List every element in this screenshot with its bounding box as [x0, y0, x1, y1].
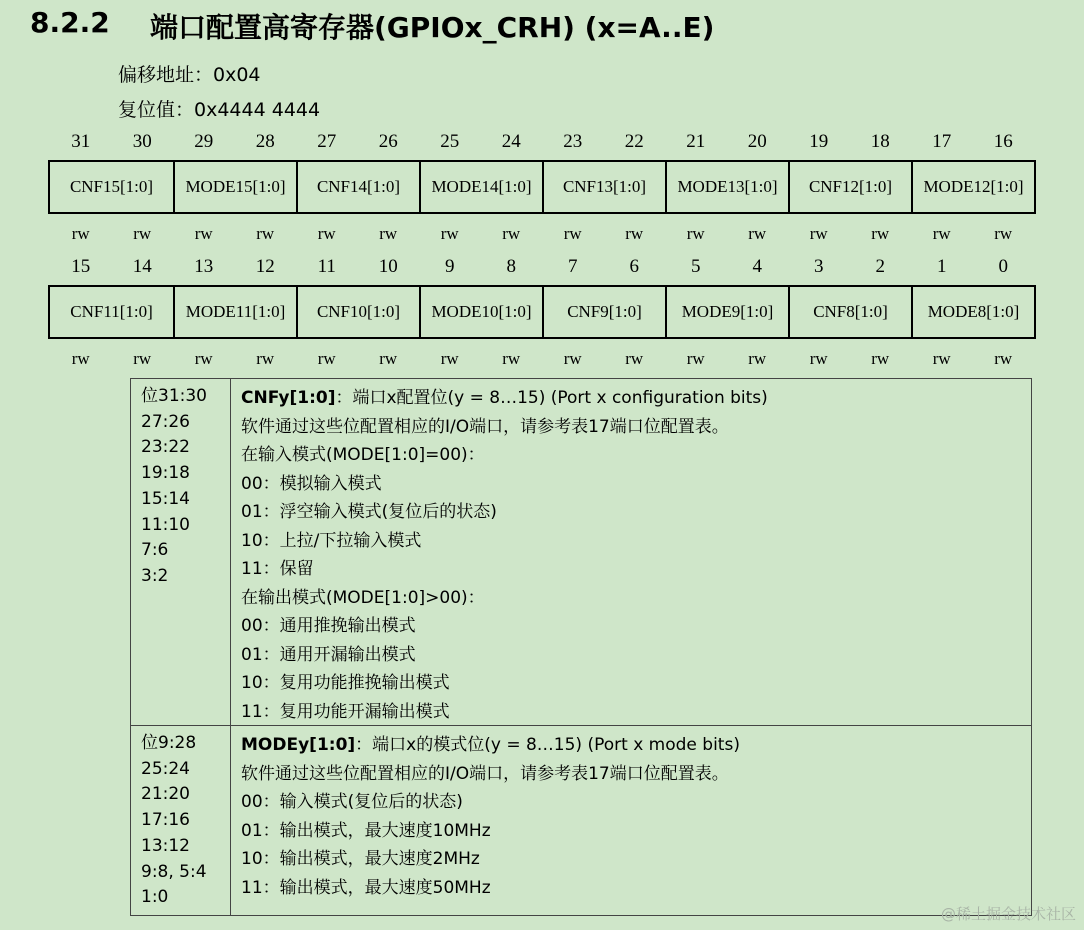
- bit-number: 30: [132, 131, 152, 152]
- access-type: rw: [71, 349, 90, 368]
- bit-number: 21: [686, 131, 706, 152]
- access-type: rw: [994, 349, 1013, 368]
- access-type: rw: [748, 224, 767, 243]
- field-cell: MODE12[1:0]: [911, 162, 1034, 212]
- description-line: 11：输出模式，最大速度50MHz: [241, 877, 491, 898]
- bit-number: 31: [71, 131, 91, 152]
- access-type: rw: [809, 349, 828, 368]
- bit-number: 29: [194, 131, 214, 152]
- bit-range: 15:14: [141, 488, 190, 509]
- bit-numbers-high: [50, 131, 1034, 155]
- field-title: ：端口x配置位(y = 8…15) (Port x configuration bits): [335, 388, 768, 408]
- access-type: rw: [133, 224, 152, 243]
- access-type: rw: [686, 349, 705, 368]
- description-line: 软件通过这些位配置相应的I/O端口，请参考表17端口位配置表。: [241, 416, 729, 437]
- bit-description-table: [130, 378, 1032, 916]
- bit-range: 11:10: [141, 514, 190, 535]
- description-line: 10：复用功能推挽输出模式: [241, 673, 450, 693]
- description-line: 在输入模式(MODE[1:0]=00)：: [241, 445, 485, 465]
- access-type: rw: [440, 224, 459, 243]
- bit-number: 8: [506, 256, 516, 277]
- access-type: rw: [871, 224, 890, 243]
- field-cell: CNF8[1:0]: [788, 287, 911, 337]
- bit-number: 2: [875, 256, 885, 277]
- field-cell: MODE15[1:0]: [173, 162, 296, 212]
- bit-number: 10: [378, 256, 398, 277]
- cnf-description-row: [131, 379, 1031, 725]
- bit-number: 12: [255, 256, 275, 277]
- description-line: 01：输出模式，最大速度10MHz: [241, 820, 491, 841]
- bit-number: 9: [445, 256, 455, 277]
- field-cell: MODE11[1:0]: [173, 287, 296, 337]
- access-type: rw: [563, 224, 582, 243]
- access-type: rw: [748, 349, 767, 368]
- access-type: rw: [256, 349, 275, 368]
- field-cell: CNF13[1:0]: [542, 162, 665, 212]
- bit-range: 1:0: [141, 887, 169, 908]
- section-title: 端口配置高寄存器(GPIOx_CRH) (x=A..E): [150, 11, 715, 44]
- bit-number: 19: [809, 131, 829, 152]
- access-row-high: [50, 224, 1034, 248]
- field-name: CNFy[1:0]: [241, 388, 336, 408]
- bit-number: 13: [194, 256, 214, 277]
- bit-number: 11: [317, 256, 336, 277]
- description-line: 00：输入模式(复位后的状态): [241, 792, 463, 812]
- bit-number: 4: [752, 256, 762, 277]
- access-type: rw: [994, 224, 1013, 243]
- field-heading: [241, 731, 1023, 760]
- bit-number: 3: [814, 256, 824, 277]
- bit-number: 25: [440, 131, 460, 152]
- description-line: 11：复用功能开漏输出模式: [241, 701, 450, 722]
- field-cell: CNF12[1:0]: [788, 162, 911, 212]
- cnf-description-text: [241, 384, 1023, 726]
- field-cell: CNF14[1:0]: [296, 162, 419, 212]
- bit-range: 3:2: [141, 565, 169, 586]
- bit-numbers-low: [50, 256, 1034, 280]
- bit-number: 24: [501, 131, 521, 152]
- bit-range: 9:8, 5:4: [141, 861, 207, 882]
- section-number: 8.2.2: [30, 6, 110, 39]
- access-type: rw: [625, 349, 644, 368]
- bit-range: 位9:28: [141, 733, 197, 753]
- bit-range: 23:22: [141, 437, 190, 458]
- access-type: rw: [502, 349, 521, 368]
- register-fields-high: [48, 160, 1036, 214]
- access-type: rw: [256, 224, 275, 243]
- description-line: 软件通过这些位配置相应的I/O端口，请参考表17端口位配置表。: [241, 763, 729, 784]
- bit-number: 23: [563, 131, 583, 152]
- field-cell: CNF15[1:0]: [69, 177, 154, 196]
- field-title: ：端口x的模式位(y = 8…15) (Port x mode bits): [355, 735, 740, 755]
- bit-number: 18: [870, 131, 890, 152]
- access-type: rw: [563, 349, 582, 368]
- bit-number: 14: [132, 256, 152, 277]
- bit-range: 27:26: [141, 411, 190, 432]
- access-type: rw: [194, 224, 213, 243]
- access-type: rw: [809, 224, 828, 243]
- description-line: 00：模拟输入模式: [241, 473, 382, 494]
- mode-description-row: [131, 725, 1031, 916]
- description-line: 01：通用开漏输出模式: [241, 644, 416, 665]
- access-type: rw: [133, 349, 152, 368]
- bit-number: 26: [378, 131, 398, 152]
- access-type: rw: [379, 224, 398, 243]
- bit-number: 17: [932, 131, 952, 152]
- access-row-low: [50, 349, 1034, 373]
- cnf-bit-positions: [131, 379, 231, 725]
- bit-range: 17:16: [141, 810, 190, 831]
- field-cell: MODE9[1:0]: [665, 287, 788, 337]
- access-type: rw: [625, 224, 644, 243]
- bit-number: 0: [998, 256, 1008, 277]
- watermark: @稀土掘金技术社区: [940, 905, 1076, 923]
- field-cell: MODE8[1:0]: [911, 287, 1034, 337]
- bit-number: 28: [255, 131, 275, 152]
- access-type: rw: [502, 224, 521, 243]
- field-name: MODEy[1:0]: [241, 735, 356, 755]
- mode-description-text: [241, 731, 1023, 902]
- access-type: rw: [686, 224, 705, 243]
- bit-range: 位31:30: [141, 386, 207, 406]
- access-type: rw: [71, 224, 90, 243]
- bit-range: 19:18: [141, 463, 190, 484]
- bit-number: 22: [624, 131, 644, 152]
- access-type: rw: [317, 349, 336, 368]
- field-cell: MODE10[1:0]: [419, 287, 542, 337]
- bit-range: 7:6: [141, 540, 169, 561]
- description-line: 01：浮空输入模式(复位后的状态): [241, 502, 497, 522]
- bit-number: 16: [993, 131, 1013, 152]
- field-cell: CNF10[1:0]: [296, 287, 419, 337]
- access-type: rw: [194, 349, 213, 368]
- field-cell: MODE14[1:0]: [419, 162, 542, 212]
- offset-address: 偏移地址：0x04: [118, 64, 261, 86]
- field-cell: CNF11[1:0]: [70, 302, 153, 321]
- field-cell: CNF9[1:0]: [542, 287, 665, 337]
- reset-value: 复位值：0x4444 4444: [118, 99, 321, 121]
- bit-number: 15: [71, 256, 91, 277]
- description-line: 在输出模式(MODE[1:0]>00)：: [241, 587, 485, 608]
- bit-number: 6: [629, 256, 639, 277]
- description-line: 10：输出模式，最大速度2MHz: [241, 849, 480, 869]
- bit-number: 1: [937, 256, 947, 277]
- access-type: rw: [932, 349, 951, 368]
- bit-number: 27: [317, 131, 337, 152]
- description-line: 10：上拉/下拉输入模式: [241, 530, 422, 551]
- mode-bit-positions: [131, 726, 231, 916]
- access-type: rw: [317, 224, 336, 243]
- access-type: rw: [379, 349, 398, 368]
- description-line: 11：保留: [241, 559, 314, 579]
- bit-number: 5: [691, 256, 701, 277]
- bit-number: 20: [747, 131, 767, 152]
- access-type: rw: [932, 224, 951, 243]
- field-heading: [241, 384, 1023, 413]
- access-type: rw: [871, 349, 890, 368]
- bit-number: 7: [568, 256, 578, 277]
- access-type: rw: [440, 349, 459, 368]
- description-line: 00：通用推挽输出模式: [241, 616, 416, 636]
- field-cell: MODE13[1:0]: [665, 162, 788, 212]
- register-fields-low: [48, 285, 1036, 339]
- bit-range: 25:24: [141, 758, 190, 779]
- bit-range: 21:20: [141, 784, 190, 805]
- bit-range: 13:12: [141, 835, 190, 856]
